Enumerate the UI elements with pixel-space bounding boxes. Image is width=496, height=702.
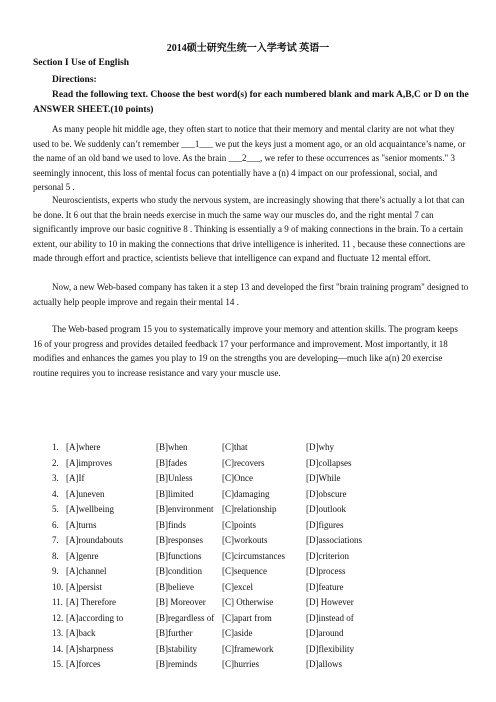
option-c: [C]Once — [222, 473, 253, 483]
question-number: 2. — [52, 457, 59, 468]
option-b: [B]condition — [156, 566, 202, 576]
option-d: [D]outlook — [306, 504, 346, 514]
option-b: [B]stability — [156, 643, 197, 654]
option-c: [C]damaging — [222, 488, 270, 499]
question-number: 15. — [52, 659, 64, 669]
option-a: [A]forces — [66, 659, 101, 669]
option-d: [D]process — [306, 566, 346, 576]
option-d: [D]allows — [306, 659, 342, 669]
question-number: 3. — [52, 473, 59, 483]
question-number: 11. — [52, 597, 63, 607]
question-number: 5. — [52, 504, 59, 514]
option-d: [D]around — [306, 628, 344, 638]
option-c: [C]excel — [222, 581, 253, 592]
option-a: [A]wellbeing — [66, 504, 114, 514]
option-c: [C]relationship — [222, 504, 277, 514]
option-b: [B]finds — [156, 519, 186, 530]
question-number: 14. — [52, 643, 64, 654]
option-b: [B]believe — [156, 581, 194, 592]
option-b: [B]responses — [156, 535, 203, 545]
question-number: 4. — [52, 488, 59, 499]
option-b: [B] Moreover — [156, 597, 206, 607]
option-a: [A]uneven — [66, 488, 105, 499]
question-number: 8. — [52, 550, 59, 561]
option-c: [C]that — [222, 442, 248, 452]
option-a: [A]turns — [66, 519, 97, 530]
option-c: [C]sequence — [222, 566, 267, 576]
option-a: [A]sharpness — [66, 643, 114, 654]
option-d: [D]feature — [306, 581, 344, 592]
question-number: 10. — [52, 581, 64, 592]
option-a: [A]persist — [66, 581, 102, 592]
option-b: [B]functions — [156, 550, 202, 561]
option-d: [D]obscure — [306, 488, 347, 499]
option-a: [A]where — [66, 442, 101, 452]
option-d: [D]figures — [306, 519, 344, 530]
directions-text: Read the following text. Choose the best word(s) for each numbered blank and mark A,B,C or D on the ANSWER SHEET.(10 points) — [33, 90, 469, 115]
option-b: [B]limited — [156, 488, 194, 499]
passage-paragraph: The Web-based program 15 you to systematically improve your memory and attention skills. The program keeps 16 of your progress and provides detailed feedback 17 your performance and improvement. Most importantly, it 18 modifies and enhances the games you play to 19 on the strengths you are developing—much like a(n) 20 exercise routine requires you to increase resistance and vary your muscle use. — [33, 324, 458, 378]
option-a: [A]roundabouts — [66, 535, 123, 545]
option-d: [D]criterion — [306, 550, 349, 561]
option-b: [B]further — [156, 628, 193, 638]
option-c: [C]framework — [222, 643, 274, 654]
option-b: [B]Unless — [156, 473, 193, 483]
question-number: 6. — [52, 519, 59, 530]
passage-paragraph: Neuroscientists, experts who study the nervous system, are increasingly showing that there’s actually a lot that can be done. It 6 out that the brain needs exercise in much the same way our muscles do, and the right mental 7 can significantly improve our basic cognitive 8 . Thinking is essentially a 9 of making connections in the brain. To a certain extent, our ability to 10 in making the connections that drive intelligence is inherited. 11 , because these connections are made through effort and practice, scientists believe that intelligence can expand and fluctuate 12 mental effort. — [33, 195, 466, 263]
option-d: [D]instead of — [306, 612, 354, 623]
option-b: [B]when — [156, 442, 188, 452]
option-c: [C]apart from — [222, 612, 272, 623]
passage-paragraph: As many people hit middle age, they often start to notice that their memory and mental clarity are not what they used to be. We suddenly can’t remember ___1___ we put the keys just a moment ago, or an old acquaintance’s name, or the name of an old band we used to love. As the brain ___2___, we refer to these occurrences as "senior moments." 3 seemingly innocent, this loss of mental focus can potentially have a (n) 4 impact on our professional, social, and personal 5 . — [33, 124, 466, 192]
option-a: [A]genre — [66, 550, 99, 561]
question-number: 13. — [52, 628, 64, 638]
question-number: 1. — [52, 442, 59, 452]
question-number: 7. — [52, 535, 59, 545]
question-number: 12. — [52, 612, 64, 623]
option-d: [D]flexibility — [306, 643, 354, 654]
option-b: [B]reminds — [156, 659, 197, 669]
option-a: [A] Therefore — [66, 597, 117, 607]
directions-heading: Directions: — [52, 75, 97, 85]
option-a: [A]back — [66, 628, 96, 638]
section-title: Section I Use of English — [33, 58, 130, 68]
option-d: [D]collapses — [306, 457, 352, 468]
option-a: [A]If — [66, 473, 85, 483]
option-c: [C]workouts — [222, 535, 268, 545]
option-c: [C] Otherwise — [222, 597, 274, 607]
option-a: [A]improves — [66, 457, 112, 468]
option-b: [B]environment — [156, 504, 214, 514]
option-c: [C]circumstances — [222, 550, 285, 561]
question-number: 9. — [52, 566, 59, 576]
option-c: [C]hurries — [222, 659, 259, 669]
option-d: [D]While — [306, 473, 341, 483]
option-a: [A]according to — [66, 612, 124, 623]
option-c: [C]points — [222, 519, 257, 530]
option-b: [B]regardless of — [156, 612, 215, 623]
option-d: [D]associations — [306, 535, 362, 545]
option-d: [D]why — [306, 442, 334, 452]
option-b: [B]fades — [156, 457, 187, 468]
option-c: [C]aside — [222, 628, 253, 638]
option-c: [C]recovers — [222, 457, 265, 468]
exam-title: 2014硕士研究生统一入学考试 英语一 — [166, 43, 330, 54]
option-a: [A]channel — [66, 566, 107, 576]
option-d: [D] However — [306, 597, 354, 607]
passage-paragraph: Now, a new Web-based company has taken it a step 13 and developed the first "brain training program" designed to actually help people improve and regain their mental 14 . — [33, 282, 469, 307]
